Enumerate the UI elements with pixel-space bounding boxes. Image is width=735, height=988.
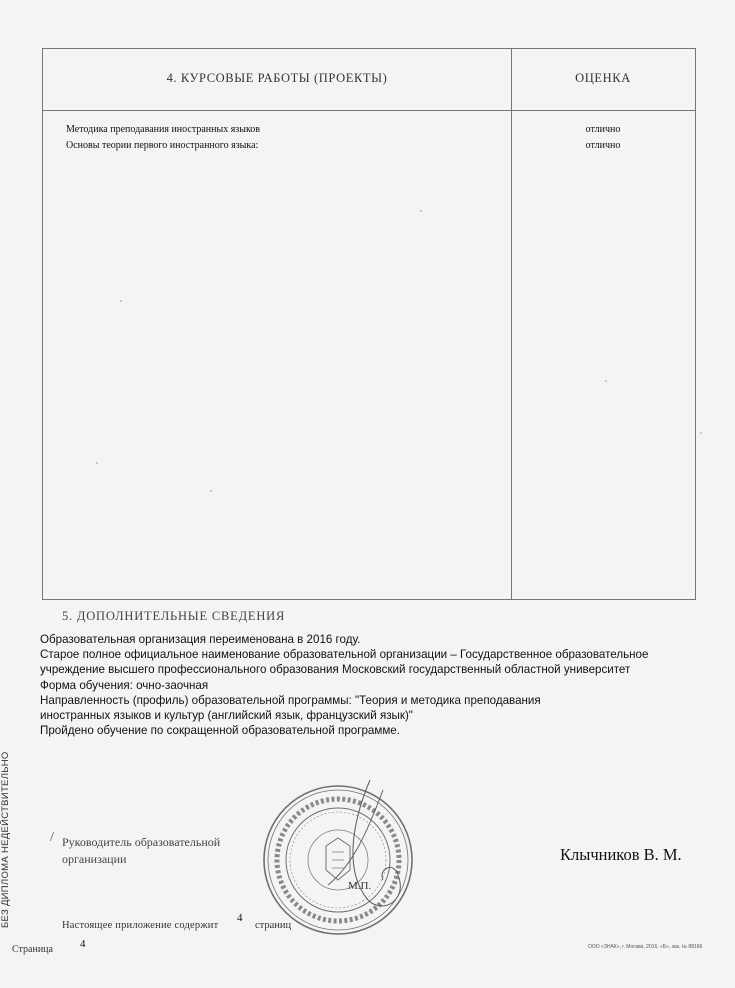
info-line: иностранных языков и культур (английский язык, французский язык)" [40,709,413,723]
page-label: Страница [12,944,53,955]
additional-info-text [40,632,680,738]
paper-speck [700,432,702,434]
info-line: Пройдено обучение по сокращенной образовательной программе. [40,724,400,738]
stamp-place-mark: М.П. [348,880,372,892]
course-name: Основы теории первого иностранного языка: [66,140,259,151]
official-seal-icon [258,780,418,940]
grade-header: ОЦЕНКА [575,71,631,85]
validity-side-note: БЕЗ ДИПЛОМА НЕДЕЙСТВИТЕЛЬНО [0,751,11,928]
head-of-organization-label [62,834,252,868]
course-grade: отлично [585,124,621,135]
info-line: Форма обучения: очно-заочная [40,678,209,692]
signer-name: Клычников В. М. [560,845,682,864]
page-number: 4 [80,938,86,950]
course-name: Методика преподавания иностранных языков [66,124,261,135]
courses-table [42,48,696,600]
appendix-contains-text: Настоящее приложение содержит [62,920,219,931]
slash-mark: / [50,830,54,845]
head-label-line: организации [62,852,127,866]
courses-header: 4. КУРСОВЫЕ РАБОТЫ (ПРОЕКТЫ) [166,71,388,85]
info-line: Образовательная организация переименована в 2016 году. [40,633,361,646]
additional-info-title: 5. ДОПОЛНИТЕЛЬНЫЕ СВЕДЕНИЯ [62,609,286,623]
course-grade: отлично [585,140,621,151]
printer-note: ООО «ЗНАК», г. Москва, 2016, «Б», зак. № 88166 [588,944,703,950]
header-divider [43,110,695,111]
info-line: Старое полное официальное наименование образовательной организации – Государственное образовательное [40,648,649,662]
appendix-pages-word: страниц [255,920,292,931]
head-label-line: Руководитель образовательной [62,835,221,849]
info-line: Направленность (профиль) образовательной программы: "Теория и методика преподавания [40,693,541,707]
info-line: учреждение высшего профессионального образования Московский государственный областной университет [40,663,631,677]
appendix-pages-count: 4 [237,912,243,924]
